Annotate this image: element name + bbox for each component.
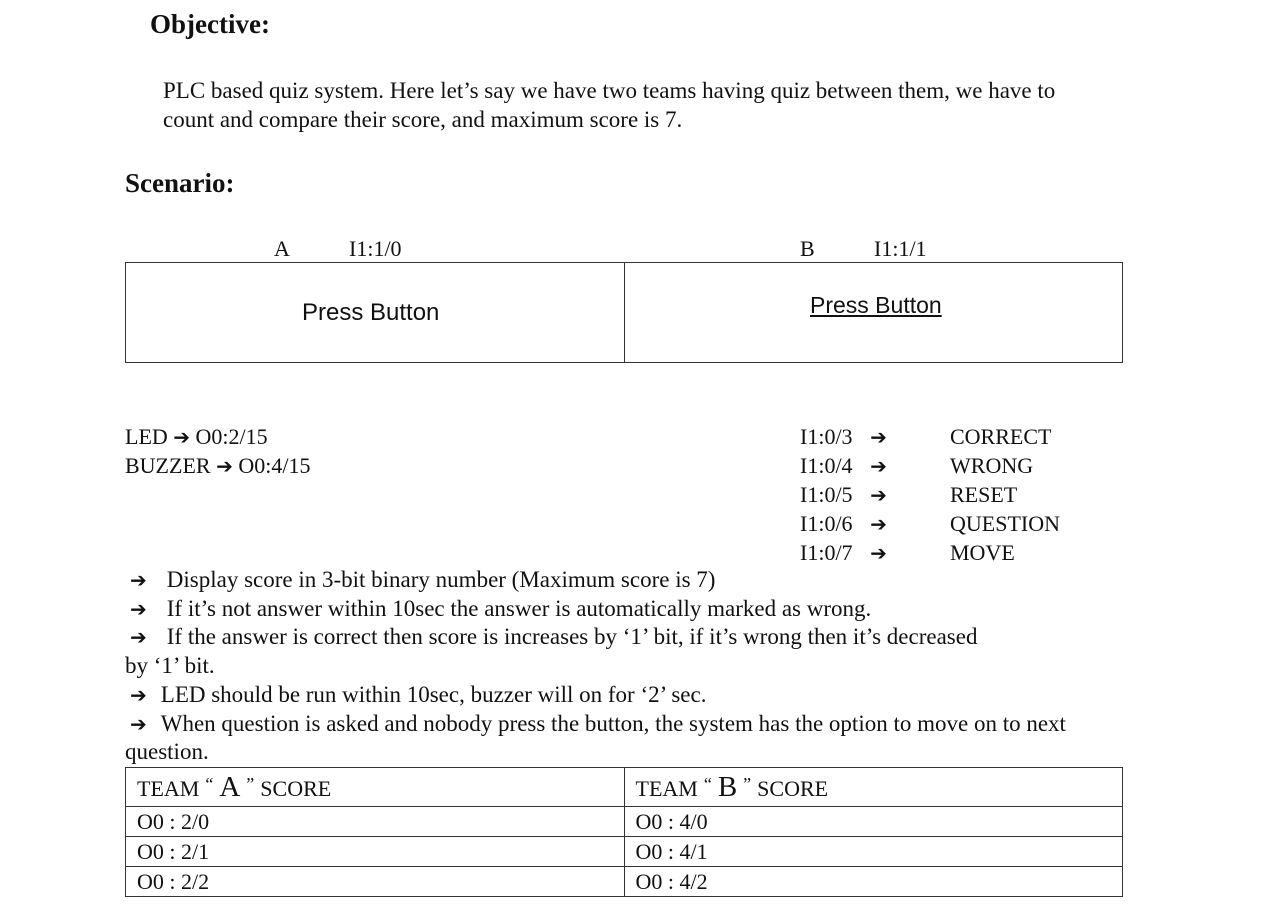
led-output	[125, 424, 268, 450]
team-letter: A	[219, 770, 241, 803]
team-b-score-header	[624, 768, 1123, 807]
right-arrow-icon: ➔	[173, 425, 191, 449]
score-word: SCORE	[757, 775, 829, 801]
right-arrow-icon: ➔	[870, 483, 887, 507]
input-action: MOVE	[950, 540, 1015, 565]
open-quote: “	[703, 773, 712, 794]
team-a-score-bit: O0 : 2/2	[126, 867, 625, 897]
team-word: TEAM	[137, 775, 200, 801]
input-address: I1:0/7	[800, 540, 853, 565]
team-a-button-box	[125, 262, 625, 363]
team-letter: B	[717, 770, 738, 803]
rule-text: LED should be run within 10sec, buzzer will on for ‘2’ sec.	[160, 682, 707, 707]
score-table	[125, 767, 1123, 897]
rule-item	[130, 596, 871, 622]
input-address: I1:0/5	[800, 482, 853, 507]
input-action: RESET	[950, 482, 1018, 507]
scenario-heading: Scenario:	[125, 168, 235, 198]
buzzer-address: O0:4/15	[238, 453, 311, 478]
input-row	[800, 511, 887, 537]
close-quote: ”	[743, 773, 752, 794]
team-a-label: A	[274, 236, 290, 261]
right-arrow-icon: ➔	[130, 683, 147, 707]
right-arrow-icon: ➔	[216, 454, 233, 478]
objective-line-1: PLC based quiz system. Here let’s say we have two teams having quiz between them, we have to	[163, 78, 1056, 103]
table-row	[126, 867, 1123, 897]
table-row	[126, 837, 1123, 867]
right-arrow-icon: ➔	[870, 425, 887, 449]
right-arrow-icon: ➔	[130, 625, 147, 649]
team-a-input-address: I1:1/0	[349, 236, 402, 261]
team-b-button-box	[624, 262, 1123, 363]
rule-text-continued: question.	[125, 739, 209, 764]
led-address: O0:2/15	[195, 424, 268, 449]
input-row	[800, 540, 887, 566]
team-a-score-header	[126, 768, 625, 807]
input-address: I1:0/4	[800, 453, 853, 478]
team-b-input-address: I1:1/1	[874, 236, 927, 261]
team-a-score-bit: O0 : 2/1	[126, 837, 625, 867]
rule-text: When question is asked and nobody press the button, the system has the option to move on to next	[160, 711, 1066, 736]
input-action: WRONG	[950, 453, 1034, 478]
table-header-row	[126, 768, 1123, 807]
buzzer-output	[125, 453, 310, 479]
score-word: SCORE	[260, 775, 332, 801]
team-word: TEAM	[635, 775, 698, 801]
team-b-label: B	[800, 236, 815, 261]
rule-text: If it’s not answer within 10sec the answer is automatically marked as wrong.	[166, 596, 872, 621]
input-address: I1:0/6	[800, 511, 853, 536]
rule-text: Display score in 3-bit binary number (Maximum score is 7)	[166, 567, 716, 592]
input-row	[800, 424, 887, 450]
rule-item	[130, 624, 977, 650]
team-b-score-bit: O0 : 4/2	[624, 867, 1123, 897]
objective-heading: Objective:	[150, 9, 270, 39]
input-address: I1:0/3	[800, 424, 853, 449]
input-row	[800, 453, 887, 479]
team-b-score-bit: O0 : 4/0	[624, 807, 1123, 837]
input-row	[800, 482, 887, 508]
led-label: LED	[125, 424, 168, 449]
input-action: QUESTION	[950, 511, 1060, 536]
right-arrow-icon: ➔	[130, 597, 147, 621]
right-arrow-icon: ➔	[870, 454, 887, 478]
team-b-score-bit: O0 : 4/1	[624, 837, 1123, 867]
input-action: CORRECT	[950, 424, 1052, 449]
rule-text: If the answer is correct then score is increases by ‘1’ bit, if it’s wrong then it’s decreased	[166, 624, 978, 649]
rule-item	[130, 711, 1066, 737]
open-quote: “	[205, 773, 214, 794]
team-b-press-button-label: Press Button	[810, 292, 942, 318]
objective-line-2: count and compare their score, and maximum score is 7.	[163, 107, 683, 132]
right-arrow-icon: ➔	[870, 541, 887, 565]
rule-item	[130, 682, 706, 708]
close-quote: ”	[246, 773, 255, 794]
rule-text-continued: by ‘1’ bit.	[125, 653, 215, 678]
buzzer-label: BUZZER	[125, 453, 211, 478]
right-arrow-icon: ➔	[130, 568, 147, 592]
team-a-press-button-label: Press Button	[302, 299, 440, 326]
right-arrow-icon: ➔	[870, 512, 887, 536]
team-a-score-bit: O0 : 2/0	[126, 807, 625, 837]
rule-item	[130, 567, 715, 593]
table-row	[126, 807, 1123, 837]
right-arrow-icon: ➔	[130, 712, 147, 736]
